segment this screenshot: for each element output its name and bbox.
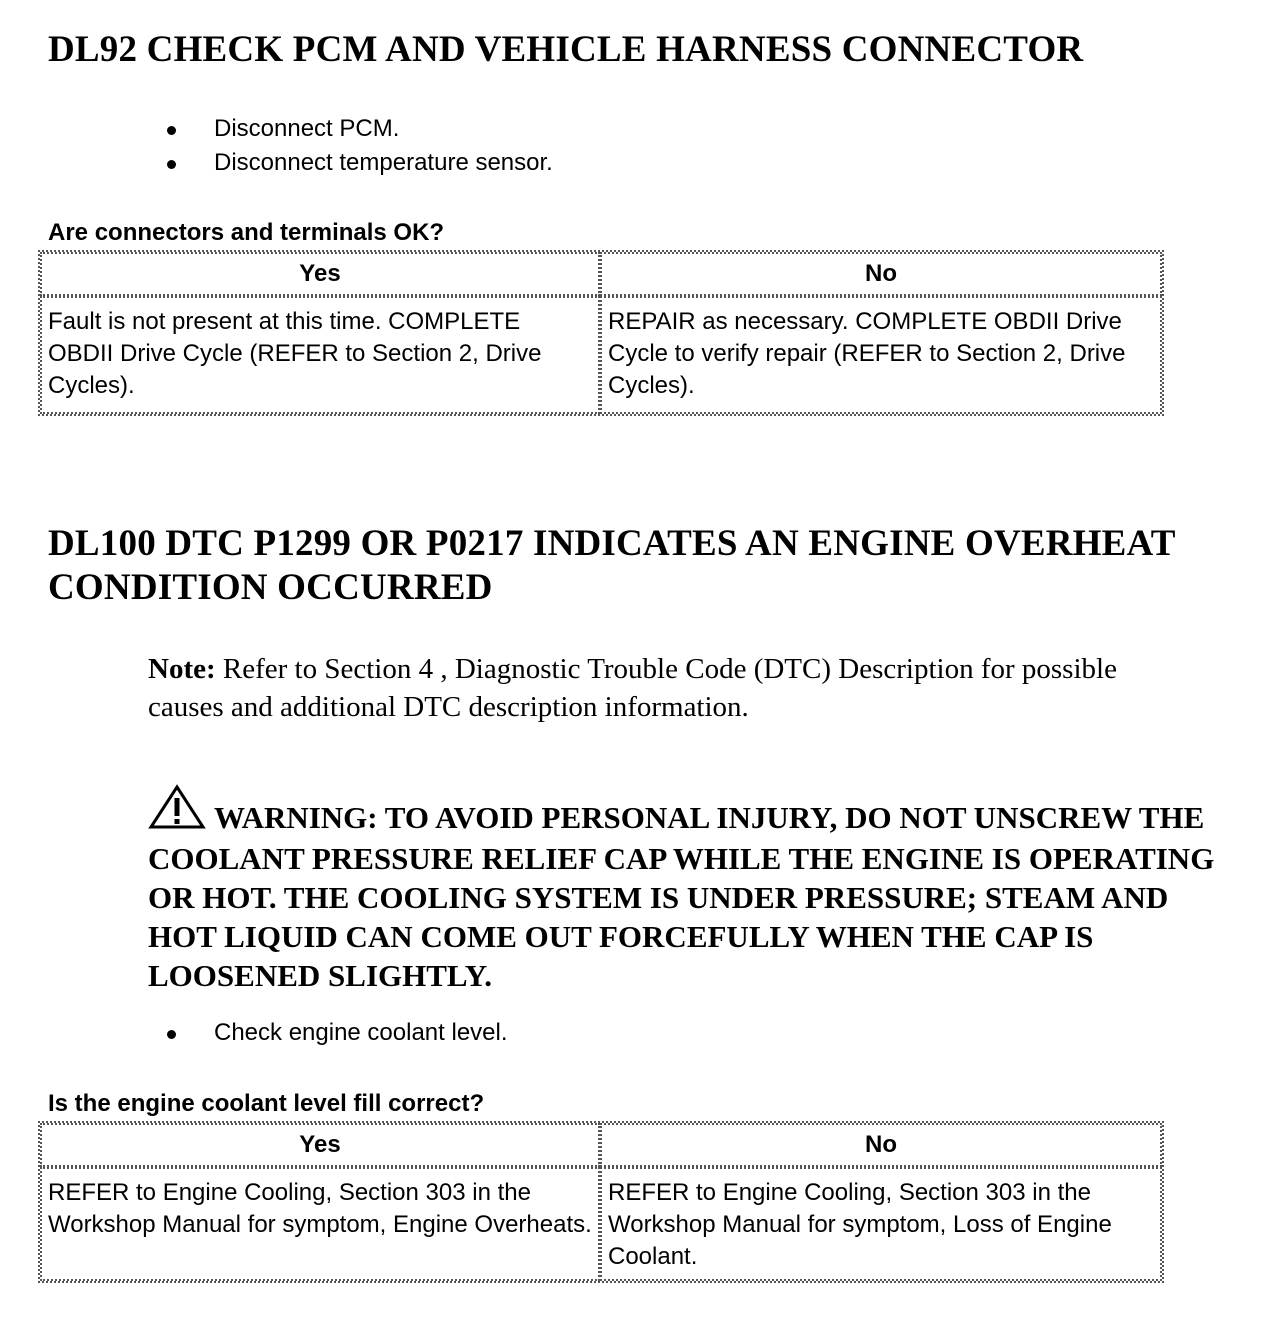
note-label: Note: bbox=[148, 653, 216, 685]
note-text: Refer to Section 4 , Diagnostic Trouble Code (DTC) Description for possible causes and additional DTC description information. bbox=[148, 653, 1117, 723]
no-action-cell: REFER to Engine Cooling, Section 303 in the Workshop Manual for symptom, Loss of Engine Coolant. bbox=[600, 1167, 1162, 1281]
bullet-icon bbox=[167, 1030, 176, 1039]
table-row bbox=[40, 1167, 1162, 1281]
step-list-dl92 bbox=[167, 112, 1067, 180]
yes-column-header: Yes bbox=[40, 252, 600, 296]
list-item bbox=[167, 146, 1067, 180]
warning-text: WARNING: TO AVOID PERSONAL INJURY, DO NOT UNSCREW THE COOLANT PRESSURE RELIEF CAP WHILE THE ENGINE IS OPERATING OR HOT. THE COOLING SYSTEM IS UNDER PRESSURE; STEAM AND HOT LIQUID CAN COME OUT FORCEFULLY WHEN THE CAP IS LOOSENED SLIGHTLY. bbox=[148, 800, 1215, 993]
yes-action-cell: Fault is not present at this time. COMPLETE OBDII Drive Cycle (REFER to Section 2, Drive Cycles). bbox=[40, 296, 600, 414]
question-dl92: Are connectors and terminals OK? bbox=[48, 219, 445, 246]
no-column-header: No bbox=[600, 252, 1162, 296]
table-header-row bbox=[40, 1123, 1162, 1167]
list-item bbox=[167, 112, 1067, 146]
note-paragraph bbox=[148, 650, 1188, 726]
section-heading-dl100: DL100 DTC P1299 OR P0217 INDICATES AN ENGINE OVERHEAT CONDITION OCCURRED bbox=[48, 523, 1175, 608]
list-item-text: Disconnect PCM. bbox=[214, 115, 400, 142]
step-list-dl100 bbox=[167, 1016, 1067, 1050]
yes-column-header: Yes bbox=[40, 1123, 600, 1167]
section-heading-dl92: DL92 CHECK PCM AND VEHICLE HARNESS CONNECTOR bbox=[48, 29, 1084, 70]
no-column-header: No bbox=[600, 1123, 1162, 1167]
warning-paragraph bbox=[148, 784, 1238, 995]
bullet-icon bbox=[167, 160, 176, 169]
no-action-cell: REPAIR as necessary. COMPLETE OBDII Drive Cycle to verify repair (REFER to Section 2, Drive Cycles). bbox=[600, 296, 1162, 414]
list-item-text: Check engine coolant level. bbox=[214, 1019, 508, 1046]
table-row bbox=[40, 296, 1162, 414]
table-header-row bbox=[40, 252, 1162, 296]
warning-triangle-icon bbox=[148, 784, 206, 839]
list-item bbox=[167, 1016, 1067, 1050]
list-item-text: Disconnect temperature sensor. bbox=[214, 149, 553, 176]
yes-action-cell: REFER to Engine Cooling, Section 303 in the Workshop Manual for symptom, Engine Overheats. bbox=[40, 1167, 600, 1281]
yes-no-table-dl92 bbox=[38, 250, 1164, 416]
bullet-icon bbox=[167, 126, 176, 135]
question-dl100: Is the engine coolant level fill correct? bbox=[48, 1090, 485, 1117]
yes-no-table-dl100 bbox=[38, 1121, 1164, 1283]
